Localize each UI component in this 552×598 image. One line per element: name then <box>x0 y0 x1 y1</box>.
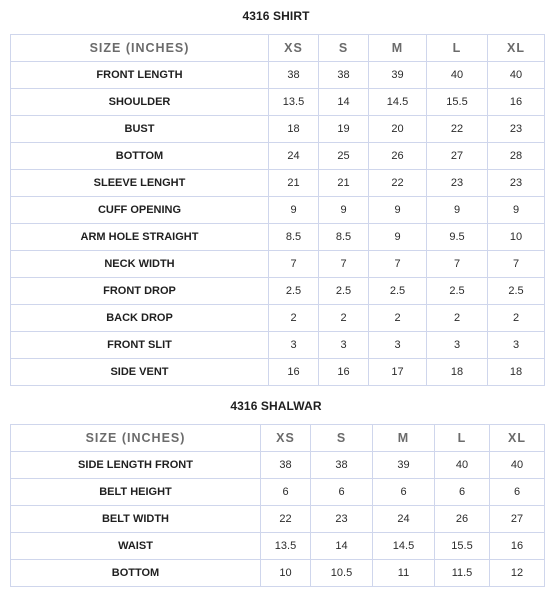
measurement-value: 12 <box>490 560 545 587</box>
measurement-value: 2 <box>319 305 369 332</box>
measurement-value: 9 <box>427 197 488 224</box>
table-row <box>11 560 545 587</box>
size-xs-header: XS <box>261 425 311 452</box>
measurement-value: 9 <box>319 197 369 224</box>
table-row <box>11 278 545 305</box>
measurement-value: 15.5 <box>427 89 488 116</box>
measurement-value: 38 <box>319 62 369 89</box>
measurement-label: WAIST <box>11 533 261 560</box>
measurement-value: 18 <box>427 359 488 386</box>
measurement-value: 39 <box>373 452 435 479</box>
measurement-value: 14.5 <box>369 89 427 116</box>
size-xl-header: XL <box>488 35 545 62</box>
measurement-value: 22 <box>261 506 311 533</box>
measurement-value: 9.5 <box>427 224 488 251</box>
measurement-value: 19 <box>319 116 369 143</box>
measurement-value: 3 <box>319 332 369 359</box>
measurement-value: 21 <box>319 170 369 197</box>
shirt-header-row <box>11 35 545 62</box>
measurement-value: 21 <box>269 170 319 197</box>
measurement-value: 13.5 <box>269 89 319 116</box>
measurement-value: 14.5 <box>373 533 435 560</box>
measurement-value: 9 <box>488 197 545 224</box>
shirt-size-table <box>10 34 545 386</box>
measurement-value: 3 <box>427 332 488 359</box>
measurement-value: 40 <box>435 452 490 479</box>
measurement-value: 6 <box>261 479 311 506</box>
measurement-value: 38 <box>261 452 311 479</box>
measurement-value: 2.5 <box>488 278 545 305</box>
measurement-value: 16 <box>490 533 545 560</box>
measurement-value: 14 <box>319 89 369 116</box>
shalwar-size-table <box>10 424 545 587</box>
measurement-value: 18 <box>488 359 545 386</box>
measurement-value: 8.5 <box>319 224 369 251</box>
table-row <box>11 332 545 359</box>
measurement-value: 10 <box>488 224 545 251</box>
measurement-label: FRONT SLIT <box>11 332 269 359</box>
measurement-value: 20 <box>369 116 427 143</box>
measurement-value: 38 <box>269 62 319 89</box>
measurement-value: 38 <box>311 452 373 479</box>
measurement-value: 10 <box>261 560 311 587</box>
table-row <box>11 359 545 386</box>
measurement-value: 3 <box>369 332 427 359</box>
measurement-value: 2.5 <box>269 278 319 305</box>
measurement-value: 2 <box>488 305 545 332</box>
measurement-label: BELT WIDTH <box>11 506 261 533</box>
measurement-value: 13.5 <box>261 533 311 560</box>
measurement-value: 6 <box>311 479 373 506</box>
measurement-label: BUST <box>11 116 269 143</box>
measurement-value: 17 <box>369 359 427 386</box>
size-m-header: M <box>369 35 427 62</box>
table-row <box>11 116 545 143</box>
table-row <box>11 251 545 278</box>
size-header: SIZE (INCHES) <box>11 35 269 62</box>
table-row <box>11 62 545 89</box>
measurement-value: 26 <box>435 506 490 533</box>
table-row <box>11 305 545 332</box>
measurement-value: 10.5 <box>311 560 373 587</box>
measurement-value: 6 <box>435 479 490 506</box>
shalwar-title: 4316 SHALWAR <box>230 399 322 413</box>
table-row <box>11 89 545 116</box>
measurement-value: 16 <box>319 359 369 386</box>
measurement-value: 6 <box>373 479 435 506</box>
measurement-value: 2 <box>269 305 319 332</box>
measurement-value: 3 <box>269 332 319 359</box>
measurement-value: 25 <box>319 143 369 170</box>
measurement-label: SIDE LENGTH FRONT <box>11 452 261 479</box>
measurement-value: 39 <box>369 62 427 89</box>
measurement-value: 16 <box>269 359 319 386</box>
measurement-label: BOTTOM <box>11 143 269 170</box>
measurement-label: FRONT LENGTH <box>11 62 269 89</box>
size-xs-header: XS <box>269 35 319 62</box>
measurement-label: BELT HEIGHT <box>11 479 261 506</box>
size-l-header: L <box>435 425 490 452</box>
table-row <box>11 479 545 506</box>
measurement-value: 7 <box>369 251 427 278</box>
measurement-value: 7 <box>427 251 488 278</box>
table-row <box>11 506 545 533</box>
measurement-value: 2.5 <box>319 278 369 305</box>
measurement-value: 11.5 <box>435 560 490 587</box>
size-s-header: S <box>311 425 373 452</box>
measurement-value: 6 <box>490 479 545 506</box>
measurement-value: 9 <box>269 197 319 224</box>
measurement-value: 26 <box>369 143 427 170</box>
measurement-value: 23 <box>488 116 545 143</box>
measurement-label: ARM HOLE STRAIGHT <box>11 224 269 251</box>
shirt-title: 4316 SHIRT <box>242 9 310 23</box>
table-row <box>11 224 545 251</box>
measurement-value: 16 <box>488 89 545 116</box>
table-row <box>11 452 545 479</box>
measurement-label: NECK WIDTH <box>11 251 269 278</box>
measurement-value: 2 <box>427 305 488 332</box>
measurement-value: 14 <box>311 533 373 560</box>
measurement-value: 9 <box>369 224 427 251</box>
measurement-label: FRONT DROP <box>11 278 269 305</box>
measurement-value: 7 <box>269 251 319 278</box>
table-row <box>11 533 545 560</box>
measurement-value: 23 <box>488 170 545 197</box>
table-row <box>11 170 545 197</box>
measurement-value: 22 <box>369 170 427 197</box>
size-header: SIZE (INCHES) <box>11 425 261 452</box>
measurement-value: 24 <box>269 143 319 170</box>
measurement-value: 24 <box>373 506 435 533</box>
size-xl-header: XL <box>490 425 545 452</box>
measurement-value: 2.5 <box>427 278 488 305</box>
measurement-label: CUFF OPENING <box>11 197 269 224</box>
measurement-label: SHOULDER <box>11 89 269 116</box>
size-m-header: M <box>373 425 435 452</box>
measurement-value: 23 <box>427 170 488 197</box>
measurement-label: BACK DROP <box>11 305 269 332</box>
measurement-value: 8.5 <box>269 224 319 251</box>
measurement-value: 2.5 <box>369 278 427 305</box>
measurement-value: 7 <box>488 251 545 278</box>
measurement-label: SIDE VENT <box>11 359 269 386</box>
measurement-value: 15.5 <box>435 533 490 560</box>
measurement-value: 22 <box>427 116 488 143</box>
size-l-header: L <box>427 35 488 62</box>
shalwar-header-row <box>11 425 545 452</box>
table-row <box>11 197 545 224</box>
measurement-label: SLEEVE LENGHT <box>11 170 269 197</box>
measurement-value: 40 <box>488 62 545 89</box>
table-row <box>11 143 545 170</box>
measurement-value: 11 <box>373 560 435 587</box>
measurement-value: 7 <box>319 251 369 278</box>
measurement-value: 9 <box>369 197 427 224</box>
measurement-value: 3 <box>488 332 545 359</box>
measurement-value: 2 <box>369 305 427 332</box>
size-s-header: S <box>319 35 369 62</box>
measurement-value: 28 <box>488 143 545 170</box>
measurement-value: 18 <box>269 116 319 143</box>
measurement-label: BOTTOM <box>11 560 261 587</box>
measurement-value: 40 <box>490 452 545 479</box>
measurement-value: 27 <box>427 143 488 170</box>
measurement-value: 40 <box>427 62 488 89</box>
measurement-value: 23 <box>311 506 373 533</box>
measurement-value: 27 <box>490 506 545 533</box>
